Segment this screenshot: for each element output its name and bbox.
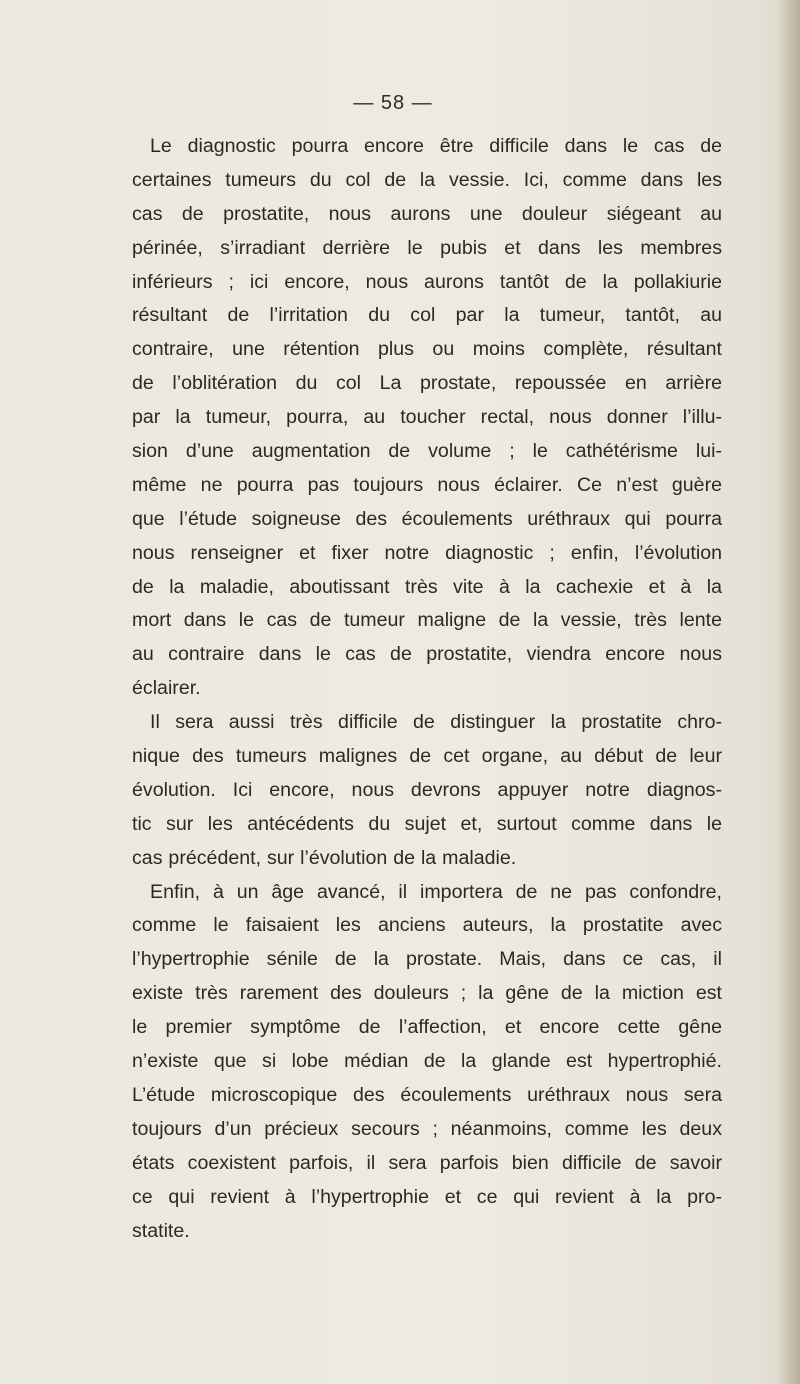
paragraph: [132, 706, 722, 875]
text-line: que l’étude soigneuse des écoulements uréthraux qui pourra: [132, 507, 722, 530]
text-line: cas de prostatite, nous aurons une douleur siégeant au: [132, 202, 722, 225]
text-line: toujours d’un précieux secours ; néanmoins, comme les deux: [132, 1117, 722, 1140]
text-line: de la maladie, aboutissant très vite à la cachexie et à la: [132, 575, 722, 598]
page-number: — 58 —: [353, 92, 433, 114]
text-line: inférieurs ; ici encore, nous aurons tantôt de la pollakiurie: [132, 270, 722, 293]
text-line: existe très rarement des douleurs ; la gêne de la miction est: [132, 982, 722, 1005]
text-line: tic sur les antécédents du sujet et, surtout comme dans le: [132, 812, 722, 835]
text-line: évolution. Ici encore, nous devrons appuyer notre diagnos-: [132, 778, 722, 801]
text-line: états coexistent parfois, il sera parfois bien difficile de savoir: [132, 1151, 722, 1174]
text-line: même ne pourra pas toujours nous éclairer. Ce n’est guère: [132, 473, 722, 496]
text-line: n’existe que si lobe médian de la glande est hypertrophié.: [132, 1050, 722, 1073]
text-line: cas précédent, sur l’évolution de la maladie.: [132, 846, 517, 869]
text-line: Enfin, à un âge avancé, il importera de ne pas confondre,: [150, 880, 722, 903]
text-line: statite.: [132, 1219, 190, 1242]
text-line: mort dans le cas de tumeur maligne de la vessie, très lente: [132, 609, 722, 632]
text-line: périnée, s’irradiant derrière le pubis et dans les membres: [132, 236, 722, 259]
text-line: par la tumeur, pourra, au toucher rectal, nous donner l’illu-: [132, 406, 722, 429]
page-edge-shadow: [778, 0, 800, 1384]
text-line: le premier symptôme de l’affection, et encore cette gêne: [132, 1016, 722, 1039]
text-line: nous renseigner et fixer notre diagnostic ; enfin, l’évolution: [132, 541, 722, 564]
text-line: ce qui revient à l’hypertrophie et ce qui revient à la pro-: [132, 1185, 722, 1208]
text-line: sion d’une augmentation de volume ; le cathétérisme lui-: [132, 440, 722, 463]
text-line: contraire, une rétention plus ou moins complète, résultant: [132, 338, 722, 361]
text-line: Le diagnostic pourra encore être difficile dans le cas de: [150, 135, 722, 157]
text-line: au contraire dans le cas de prostatite, viendra encore nous: [132, 643, 722, 666]
paragraph: [132, 876, 722, 1249]
text-line: éclairer.: [132, 677, 201, 700]
text-line: comme le faisaient les anciens auteurs, la prostatite avec: [132, 914, 722, 937]
text-line: l’hypertrophie sénile de la prostate. Mais, dans ce cas, il: [132, 948, 722, 971]
paragraph: [132, 130, 722, 706]
text-line: Il sera aussi très difficile de distinguer la prostatite chro-: [150, 711, 722, 734]
text-line: L’étude microscopique des écoulements uréthraux nous sera: [132, 1083, 722, 1106]
text-line: de l’oblitération du col La prostate, repoussée en arrière: [132, 372, 722, 395]
body-text: [132, 130, 722, 1248]
text-line: certaines tumeurs du col de la vessie. Ici, comme dans les: [132, 168, 722, 191]
text-line: résultant de l’irritation du col par la tumeur, tantôt, au: [132, 304, 722, 327]
text-line: nique des tumeurs malignes de cet organe, au début de leur: [132, 745, 722, 768]
